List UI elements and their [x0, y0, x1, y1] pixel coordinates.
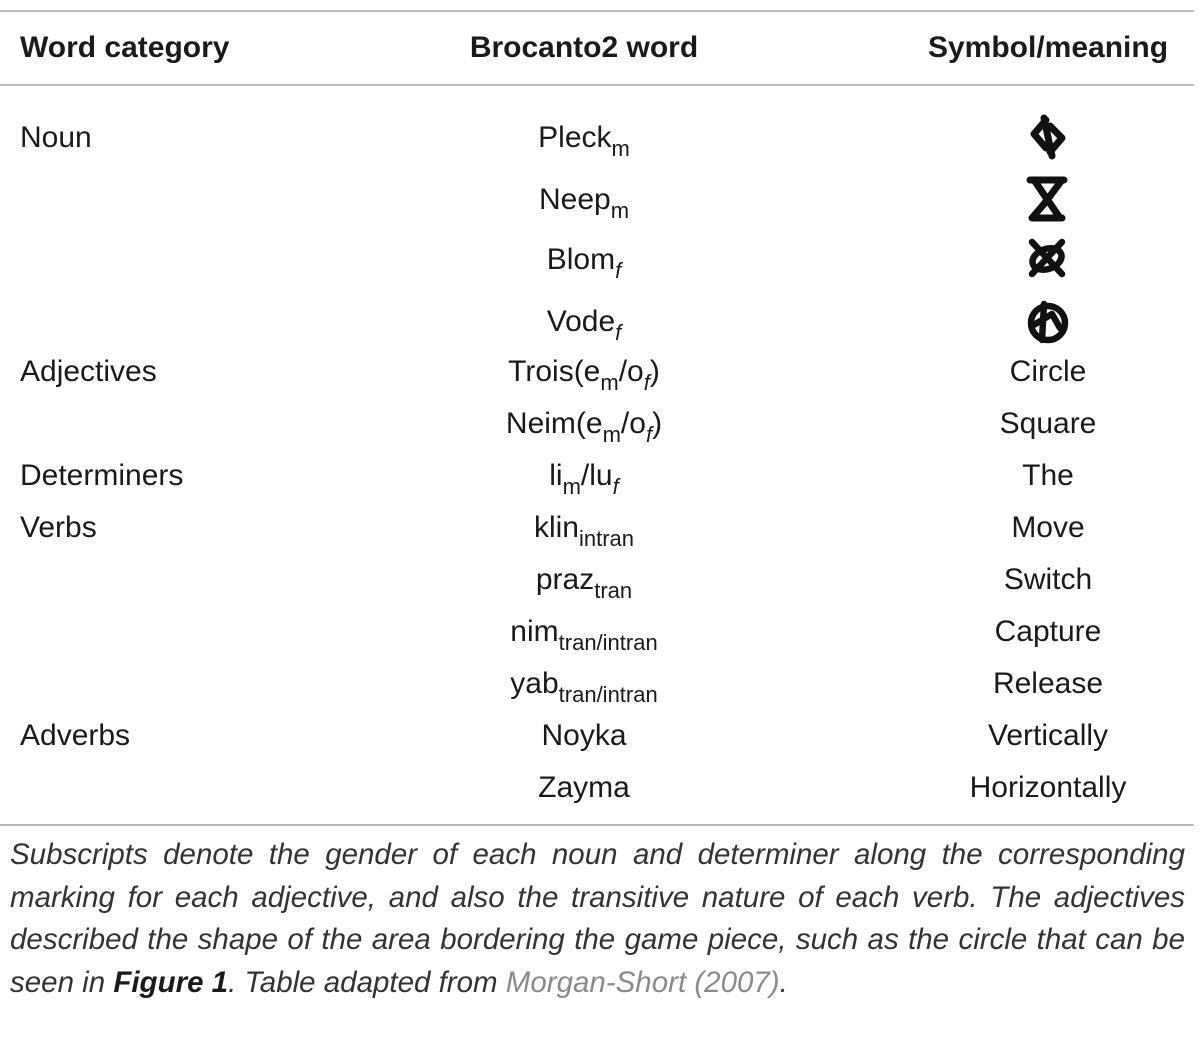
- table-row: [0, 352, 1200, 395]
- table-row: [0, 612, 1200, 655]
- table-row: [0, 404, 1200, 447]
- meaning-cell: Vertically: [987, 719, 1109, 752]
- word-cell: Neep$_m$: [538, 183, 630, 223]
- meaning-cell: Release: [992, 667, 1104, 700]
- meaning-cell: Switch: [1003, 563, 1093, 596]
- word-cell: Zayma: [538, 771, 630, 804]
- table-header-rule: [0, 84, 1194, 86]
- table-row: [0, 240, 1200, 283]
- table-row: [0, 302, 1200, 345]
- word-cell: Noyka: [541, 719, 627, 752]
- table-row: [0, 456, 1200, 499]
- symbol-neep-icon: [1022, 174, 1074, 226]
- meaning-cell: Capture: [994, 615, 1102, 648]
- meaning-cell: The: [1022, 459, 1074, 492]
- table-caption: Subscripts denote the gender of each noun and determiner along the corresponding marking for each adjective, and also the transitive nature of each verb. The adjectives described the shape of the area bordering the game piece, such as the circle that can be seen in Figure 1. Table adapted from Morgan-Short (2007).: [10, 838, 1185, 1000]
- header-symbol-meaning: Symbol/meaning: [927, 31, 1169, 64]
- symbol-blom-icon: [1022, 234, 1074, 286]
- meaning-cell: Square: [999, 407, 1097, 440]
- word-cell: $Neim(e_m/o_f)$: [505, 407, 663, 447]
- symbol-vode-icon: [1022, 296, 1074, 348]
- word-cell: $Trois(e_m/o_f)$: [508, 355, 660, 395]
- category-cell: Adjectives: [20, 355, 157, 388]
- word-cell: Pleck$_m$: [538, 121, 630, 161]
- table-row: [0, 508, 1200, 551]
- table-row: [0, 768, 1200, 808]
- word-cell: Vode$_f$: [546, 305, 622, 345]
- symbol-pleck-icon: [1022, 112, 1074, 164]
- table-row: [0, 118, 1200, 161]
- table-row: [0, 716, 1200, 756]
- table-top-rule: [0, 10, 1194, 12]
- header-brocanto2-word: Brocanto2 word: [469, 31, 699, 64]
- meaning-cell: Horizontally: [969, 771, 1127, 804]
- category-cell: Verbs: [20, 511, 97, 544]
- citation-link[interactable]: Morgan-Short (2007): [505, 966, 780, 1000]
- word-cell: klin$_{intran}$: [533, 511, 635, 551]
- word-cell: yab$_{tran/intran}$: [510, 667, 658, 707]
- meaning-cell: Move: [1011, 511, 1085, 544]
- category-cell: Adverbs: [20, 719, 131, 752]
- category-cell: Determiners: [20, 459, 184, 492]
- word-cell: Blom$_f$: [546, 243, 622, 283]
- table-row: [0, 664, 1200, 707]
- table-row: [0, 560, 1200, 603]
- table-bottom-rule: [0, 824, 1194, 826]
- figure-reference-link[interactable]: Figure 1: [113, 966, 229, 1000]
- meaning-cell: Circle: [1009, 355, 1087, 388]
- word-cell: nim$_{tran/intran}$: [510, 615, 658, 655]
- header-word-category: Word category: [20, 31, 230, 64]
- table-row: [0, 180, 1200, 223]
- word-cell: $li_m/lu_f$: [549, 459, 619, 499]
- word-cell: praz$_{tran}$: [535, 563, 633, 603]
- category-cell: Noun: [20, 121, 92, 154]
